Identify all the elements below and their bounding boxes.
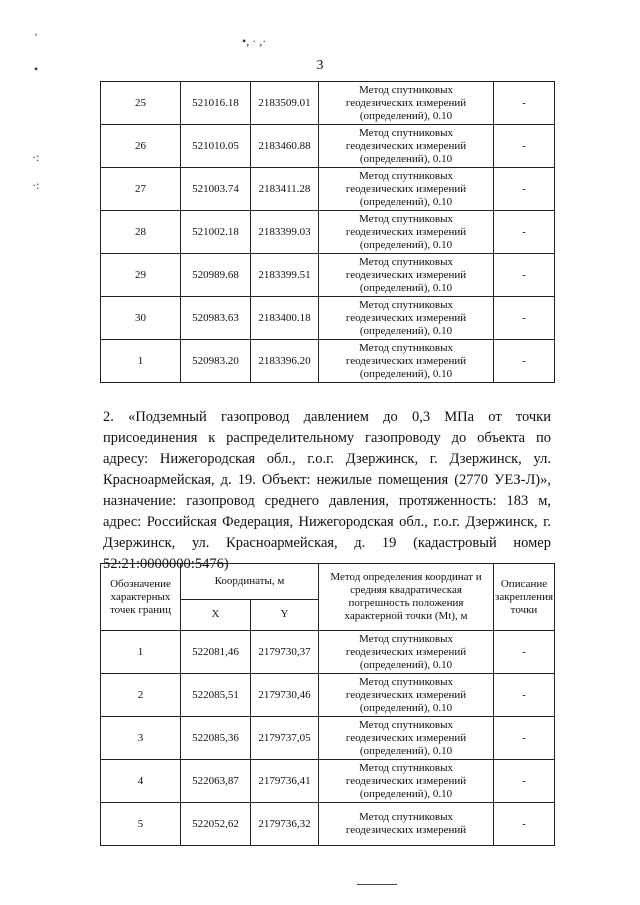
- method-line: геодезических измерений: [345, 354, 467, 367]
- coord-y: 2183399.51: [251, 254, 319, 297]
- coord-x: 520989.68: [181, 254, 251, 297]
- coord-x: 522063,87: [181, 760, 251, 803]
- point-number: 28: [101, 211, 181, 254]
- coord-y: 2183400.18: [251, 297, 319, 340]
- method-cell: [319, 168, 494, 211]
- method-line: геодезических измерений: [345, 268, 467, 281]
- coord-y: 2183460.88: [251, 125, 319, 168]
- header-y: Y: [251, 599, 319, 630]
- table-row: [101, 717, 555, 760]
- description-cell: -: [494, 674, 555, 717]
- method-line: геодезических измерений: [345, 139, 467, 152]
- section-paragraph: 2. «Подземный газопровод давлением до 0,3 МПа от точки присоединения к распределительному газопроводу до объекта по адресу: Нижегородская обл., г.о.г. Дзержинск, г. Дзержинск, ул. Красноармейская, д. 19. Объект: нежилые помещения (2770 УЕЗ-Л)», назначение: газопровод среднего давления, протяженность: 183 м, адрес: Российская Федерация, Нижегородская обл., г.о.г. Дзержинск, г. Дзержинск, ул. Красноармейская, д. 19 (кадастровый номер 52:21:0000000:5476): [103, 409, 551, 572]
- method-line: геодезических измерений: [345, 688, 467, 701]
- method-line: геодезических измерений: [345, 731, 467, 744]
- coord-y: 2183411.28: [251, 168, 319, 211]
- coord-y: 2183399.03: [251, 211, 319, 254]
- coordinates-table-1: [100, 81, 555, 383]
- method-line: (определений), 0.10: [359, 701, 453, 714]
- coord-x: 520983.63: [181, 297, 251, 340]
- page-number: 3: [316, 58, 324, 73]
- scan-mark: ·:: [32, 150, 40, 164]
- description-cell: -: [494, 82, 555, 125]
- method-line: геодезических измерений: [345, 96, 467, 109]
- description-cell: -: [494, 211, 555, 254]
- point-number: 5: [101, 803, 181, 846]
- method-line: (определений), 0.10: [359, 658, 453, 671]
- method-line: Метод спутниковых: [359, 298, 453, 311]
- scan-mark: ': [35, 30, 38, 44]
- point-number: 27: [101, 168, 181, 211]
- method-line: Метод спутниковых: [359, 83, 453, 96]
- method-line: (определений), 0.10: [359, 109, 453, 122]
- method-line: Метод спутниковых: [359, 126, 453, 139]
- scan-mark: •: [34, 62, 39, 76]
- method-line: Метод спутниковых: [359, 718, 453, 731]
- method-line: (определений), 0.10: [359, 744, 453, 757]
- coord-x: 521010.05: [181, 125, 251, 168]
- coord-x: 521002.18: [181, 211, 251, 254]
- method-cell: [319, 297, 494, 340]
- method-cell: [319, 674, 494, 717]
- method-line: геодезических измерений: [345, 774, 467, 787]
- coord-y: 2179736,32: [251, 803, 319, 846]
- point-number: 26: [101, 125, 181, 168]
- method-line: геодезических измерений: [345, 824, 467, 836]
- point-number: 4: [101, 760, 181, 803]
- table-row: [101, 340, 555, 383]
- header-designation: Обозначение характерных точек границ: [101, 564, 181, 631]
- method-line: (определений), 0.10: [359, 324, 453, 337]
- method-cell: [319, 717, 494, 760]
- method-line: (определений), 0.10: [359, 281, 453, 294]
- description-cell: -: [494, 254, 555, 297]
- coord-y: 2179736,41: [251, 760, 319, 803]
- table-row: [101, 211, 555, 254]
- table-row: [101, 254, 555, 297]
- table-row: [101, 125, 555, 168]
- method-line: Метод спутниковых: [359, 675, 453, 688]
- method-line: (определений), 0.10: [359, 195, 453, 208]
- method-line: Метод спутниковых: [359, 212, 453, 225]
- coord-y: 2179737,05: [251, 717, 319, 760]
- method-cell: [319, 340, 494, 383]
- coord-y: 2179730,46: [251, 674, 319, 717]
- coord-y: 2179730,37: [251, 631, 319, 674]
- method-line: (определений), 0.10: [359, 787, 453, 800]
- point-number: 1: [101, 340, 181, 383]
- method-line: геодезических измерений: [345, 225, 467, 238]
- table-row: [101, 168, 555, 211]
- coord-x: 522081,46: [181, 631, 251, 674]
- method-line: геодезических измерений: [345, 182, 467, 195]
- coordinates-table-2: [100, 563, 555, 846]
- table-row: [101, 760, 555, 803]
- description-cell: -: [494, 760, 555, 803]
- coord-y: 2183509.01: [251, 82, 319, 125]
- point-number: 25: [101, 82, 181, 125]
- method-line: Метод спутниковых: [359, 632, 453, 645]
- method-cell: [319, 254, 494, 297]
- point-number: 1: [101, 631, 181, 674]
- description-cell: -: [494, 717, 555, 760]
- method-line: Метод спутниковых: [359, 255, 453, 268]
- description-cell: -: [494, 168, 555, 211]
- header-x: X: [181, 599, 251, 630]
- method-line: Метод спутниковых: [359, 761, 453, 774]
- point-number: 2: [101, 674, 181, 717]
- table-row: [101, 674, 555, 717]
- method-cell: [319, 211, 494, 254]
- table-row: [101, 82, 555, 125]
- header-coordinates: Координаты, м: [181, 564, 319, 600]
- coord-y: 2183396.20: [251, 340, 319, 383]
- coord-x: 520983.20: [181, 340, 251, 383]
- method-cell: [319, 631, 494, 674]
- method-line: (определений), 0.10: [359, 238, 453, 251]
- table-row: [101, 631, 555, 674]
- method-line: Метод спутниковых: [359, 169, 453, 182]
- header-description: Описание закрепления точки: [494, 564, 555, 631]
- method-line: Метод спутниковых: [359, 811, 453, 823]
- coord-x: 521003.74: [181, 168, 251, 211]
- coord-x: 522052,62: [181, 803, 251, 846]
- description-cell: -: [494, 297, 555, 340]
- description-cell: -: [494, 340, 555, 383]
- method-cell: [319, 125, 494, 168]
- coord-x: 522085,36: [181, 717, 251, 760]
- table-row: [101, 297, 555, 340]
- method-line: Метод спутниковых: [359, 341, 453, 354]
- scan-mark: •, · ,·: [242, 34, 267, 48]
- coord-x: 521016.18: [181, 82, 251, 125]
- point-number: 3: [101, 717, 181, 760]
- description-cell: -: [494, 803, 555, 846]
- method-cell: [319, 803, 494, 846]
- description-cell: -: [494, 631, 555, 674]
- method-line: (определений), 0.10: [359, 152, 453, 165]
- point-number: 30: [101, 297, 181, 340]
- description-cell: -: [494, 125, 555, 168]
- method-cell: [319, 760, 494, 803]
- scan-mark: ·:: [32, 178, 40, 192]
- method-line: (определений), 0.10: [359, 367, 453, 380]
- method-line: геодезических измерений: [345, 645, 467, 658]
- header-method: Метод определения координат и средняя квадратическая погрешность положения характерной точки (Mt), м: [319, 564, 494, 631]
- point-number: 29: [101, 254, 181, 297]
- table-row: [101, 803, 555, 846]
- coord-x: 522085,51: [181, 674, 251, 717]
- footer-divider: [357, 884, 397, 885]
- method-line: геодезических измерений: [345, 311, 467, 324]
- method-cell: [319, 82, 494, 125]
